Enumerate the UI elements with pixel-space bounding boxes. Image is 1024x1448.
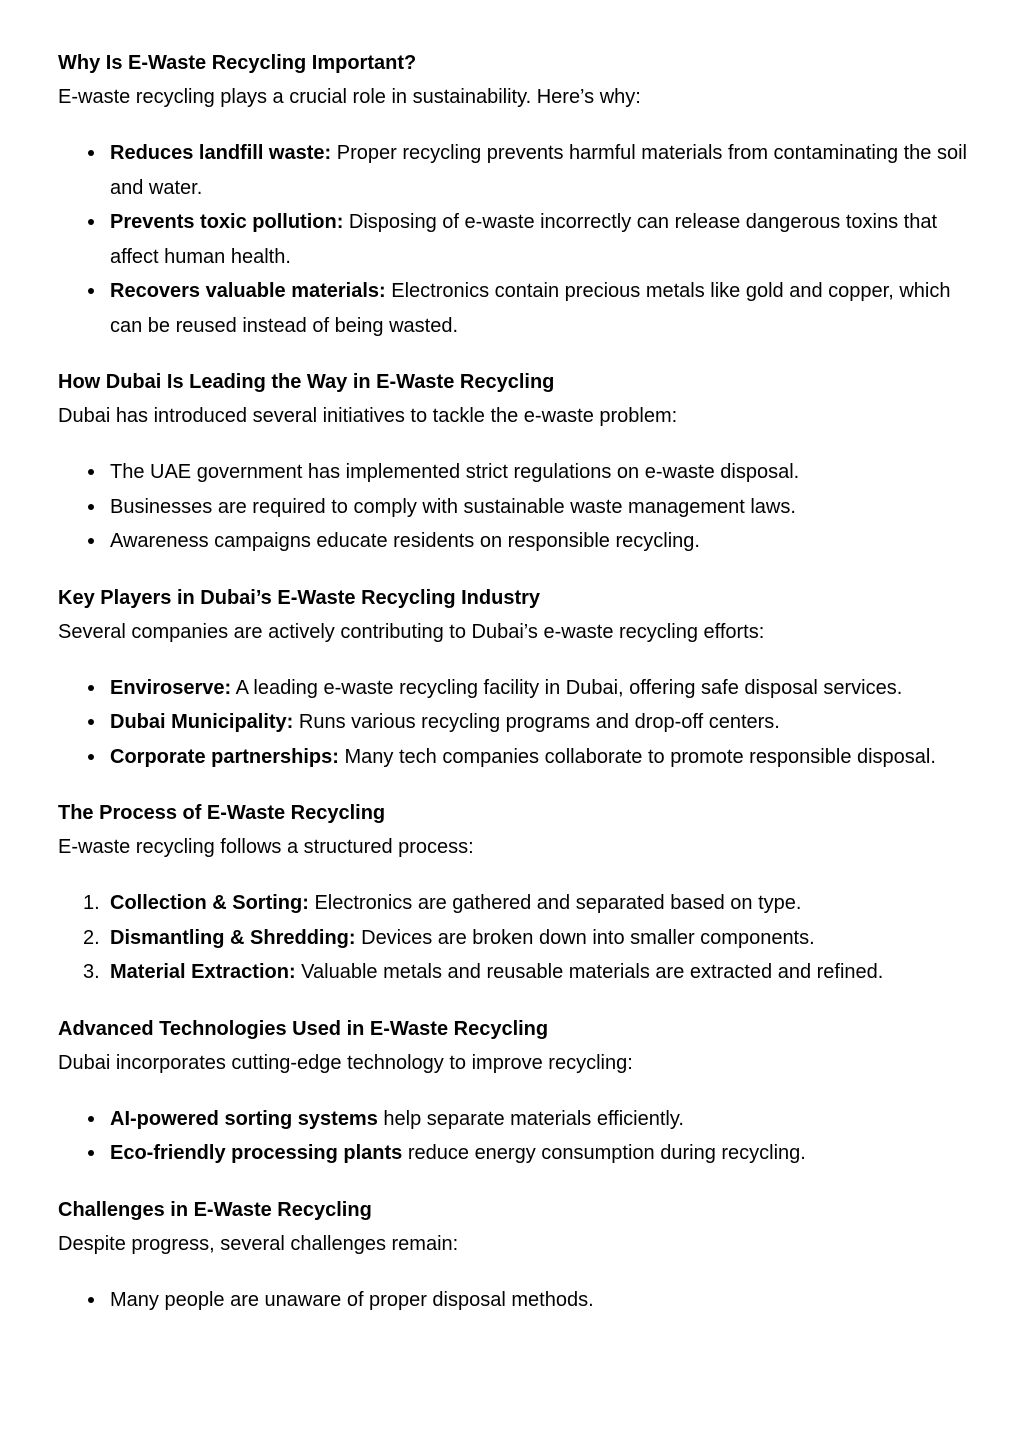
section-heading: The Process of E-Waste Recycling (58, 802, 386, 824)
list-item-text: help separate materials efficiently. (377, 1107, 684, 1130)
section-key-players (58, 581, 978, 775)
list-item (110, 671, 978, 706)
list-item-lead: Material Extraction: (110, 961, 296, 983)
list-item-number: 2. (83, 926, 100, 949)
section-challenges (58, 1193, 978, 1318)
bullet-list (58, 671, 978, 775)
list-item-lead: Collection & Sorting: (110, 892, 309, 914)
section-heading: How Dubai Is Leading the Way in E-Waste Recycling (58, 371, 555, 393)
list-item-text: Valuable metals and reusable materials are extracted and refined. (295, 961, 884, 983)
list-item (83, 955, 978, 990)
list-item (110, 274, 978, 343)
section-dubai-leading (58, 365, 978, 559)
list-item-lead: Eco-friendly processing plants (110, 1142, 403, 1164)
section-heading: Advanced Technologies Used in E-Waste Recycling (58, 1017, 549, 1040)
list-item-text: Proper recycling prevents harmful materials from contaminating the soil and water. (110, 142, 967, 199)
list-item (110, 490, 978, 525)
list-item (110, 524, 978, 559)
section-heading: Key Players in Dubai’s E-Waste Recycling Industry (58, 586, 541, 609)
list-item-text: Disposing of e-waste incorrectly can release dangerous toxins that affect human health. (110, 211, 938, 268)
list-item-lead: AI-powered sorting systems (110, 1107, 378, 1130)
section-intro: E-waste recycling follows a structured process: (58, 836, 474, 858)
list-item-lead: Dismantling & Shredding: (110, 926, 356, 949)
section-technologies (58, 1012, 978, 1171)
list-item-lead: Reduces landfill waste: (110, 142, 332, 164)
list-item (110, 705, 978, 740)
section-intro: Despite progress, several challenges remain: (58, 1232, 459, 1255)
section-heading: Why Is E-Waste Recycling Important? (58, 52, 417, 74)
list-item-text: Electronics are gathered and separated based on type. (308, 892, 802, 914)
list-item-text: reduce energy consumption during recycling. (402, 1142, 806, 1164)
section-intro: Dubai has introduced several initiatives to tackle the e-waste problem: (58, 405, 678, 427)
section-intro: Dubai incorporates cutting-edge technology to improve recycling: (58, 1051, 633, 1074)
bullet-list (58, 455, 978, 559)
list-item-text: Many tech companies collaborate to promote responsible disposal. (338, 745, 936, 768)
list-item-text: Devices are broken down into smaller components. (355, 926, 815, 949)
section-why-important (58, 46, 978, 343)
bullet-list (58, 1283, 978, 1318)
section-process (58, 796, 978, 990)
list-item-text: Runs various recycling programs and drop-off centers. (293, 711, 780, 733)
list-item-lead: Enviroserve: (110, 676, 232, 699)
bullet-list (58, 136, 978, 343)
section-heading: Challenges in E-Waste Recycling (58, 1198, 372, 1221)
list-item (110, 205, 978, 274)
list-item-lead: Dubai Municipality: (110, 711, 294, 733)
list-item (110, 1136, 978, 1171)
bullet-list (58, 1102, 978, 1171)
list-item-lead: Prevents toxic pollution: (110, 211, 344, 233)
section-intro: E-waste recycling plays a crucial role in sustainability. Here’s why: (58, 86, 641, 108)
list-item-text: A leading e-waste recycling facility in Dubai, offering safe disposal services. (231, 676, 903, 699)
list-item-text: Awareness campaigns educate residents on responsible recycling. (110, 530, 700, 552)
list-item-lead: Corporate partnerships: (110, 745, 339, 768)
list-item (110, 1283, 978, 1318)
list-item-text: Many people are unaware of proper disposal methods. (110, 1288, 594, 1311)
section-intro: Several companies are actively contributing to Dubai’s e-waste recycling efforts: (58, 620, 765, 643)
list-item (110, 455, 978, 490)
list-item (110, 136, 978, 205)
list-item (83, 886, 978, 921)
list-item-text: Electronics contain precious metals like gold and copper, which can be reused instead of being wasted. (110, 280, 951, 337)
list-item-number: 3. (83, 961, 100, 983)
list-item-number: 1. (83, 892, 100, 914)
list-item (110, 740, 978, 775)
list-item-text: Businesses are required to comply with sustainable waste management laws. (110, 495, 796, 518)
list-item (110, 1102, 978, 1137)
article-body (58, 46, 978, 1339)
numbered-list (58, 886, 978, 990)
list-item-text: The UAE government has implemented strict regulations on e-waste disposal. (110, 461, 800, 483)
list-item-lead: Recovers valuable materials: (110, 280, 386, 302)
list-item (83, 921, 978, 956)
